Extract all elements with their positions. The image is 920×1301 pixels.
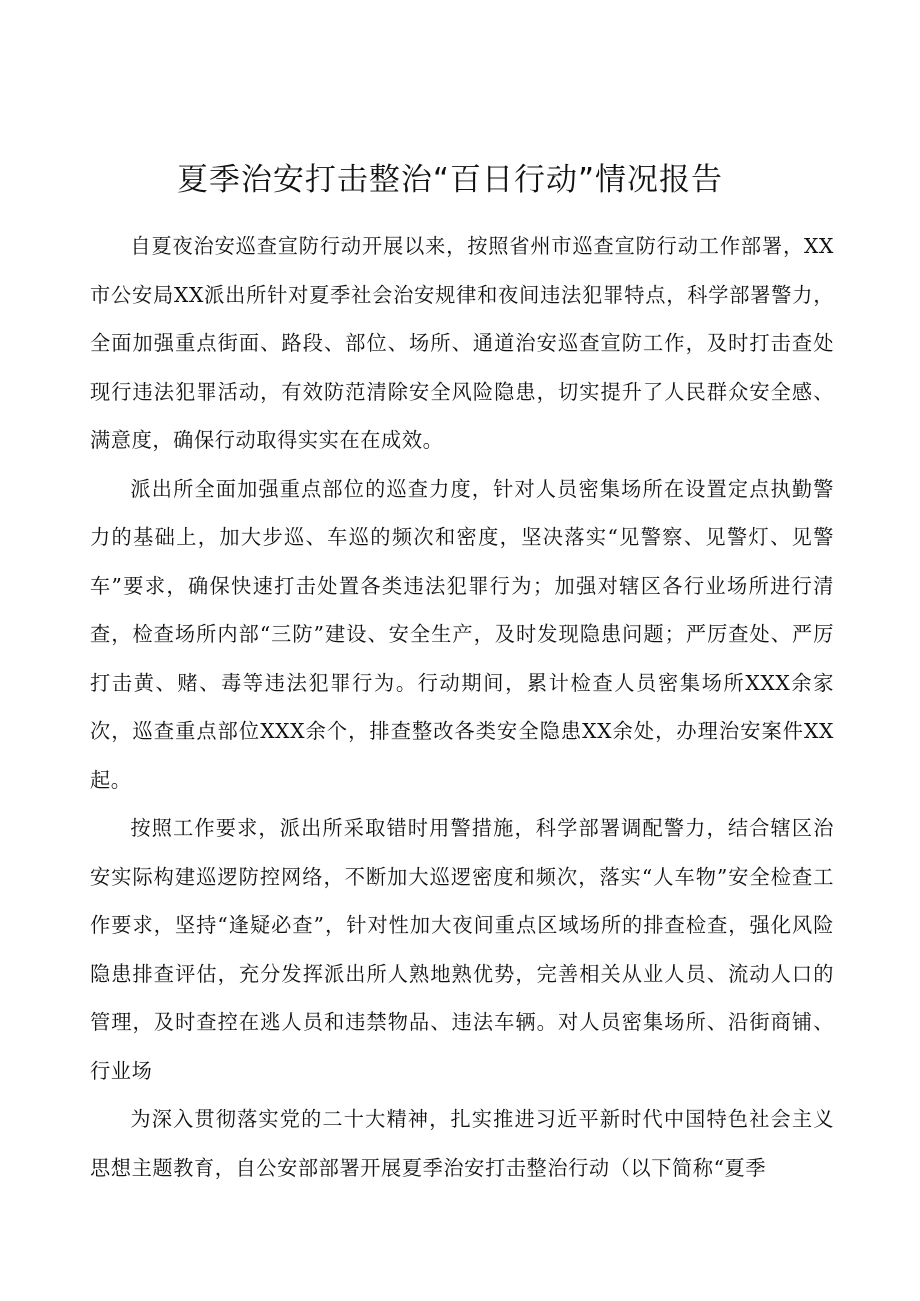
paragraph: 为深入贯彻落实党的二十大精神，扎实推进习近平新时代中国特色社会主义思想主题教育，自公安部部署开展夏季治安打击整治行动（以下简称“夏季 — [90, 1107, 834, 1180]
paragraph: 派出所全面加强重点部位的巡查力度，针对人员密集场所在设置定点执勤警力的基础上，加大步巡、车巡的频次和密度，坚决落实“见警察、见警灯、见警车”要求，确保快速打击处置各类违法犯罪行为；加强对辖区各行业场所进行清查，检查场所内部“三防”建设、安全生产，及时发现隐患问题；严厉查处、严厉打击黄、赌、毒等违法犯罪行为。行动期间，累计检查人员密集场所XXX余家次，巡查重点部位XXX余个，排查整改各类安全隐患XX余处，办理治安案件XX起。 — [90, 476, 834, 792]
document-body — [90, 222, 834, 1192]
paragraph: 按照工作要求，派出所采取错时用警措施，科学部署调配警力，结合辖区治安实际构建巡逻防控网络，不断加大巡逻密度和频次，落实“人车物”安全检查工作要求，坚持“逢疑必查”，针对性加大夜间重点区域场所的排查检查，强化风险隐患排查评估，充分发挥派出所人熟地熟优势，完善相关从业人员、流动人口的管理，及时查控在逃人员和违禁物品、违法车辆。对人员密集场所、沿街商铺、行业场 — [90, 816, 834, 1083]
document-title: 夏季治安打击整治“百日行动”情况报告 — [176, 162, 724, 198]
paragraph: 自夏夜治安巡查宣防行动开展以来，按照省州市巡查宣防行动工作部署，XX市公安局XX派出所针对夏季社会治安规律和夜间违法犯罪特点，科学部署警力，全面加强重点街面、路段、部位、场所、通道治安巡查宣防工作，及时打击查处现行违法犯罪活动，有效防范清除安全风险隐患，切实提升了人民群众安全感、满意度，确保行动取得实实在在成效。 — [90, 234, 834, 452]
